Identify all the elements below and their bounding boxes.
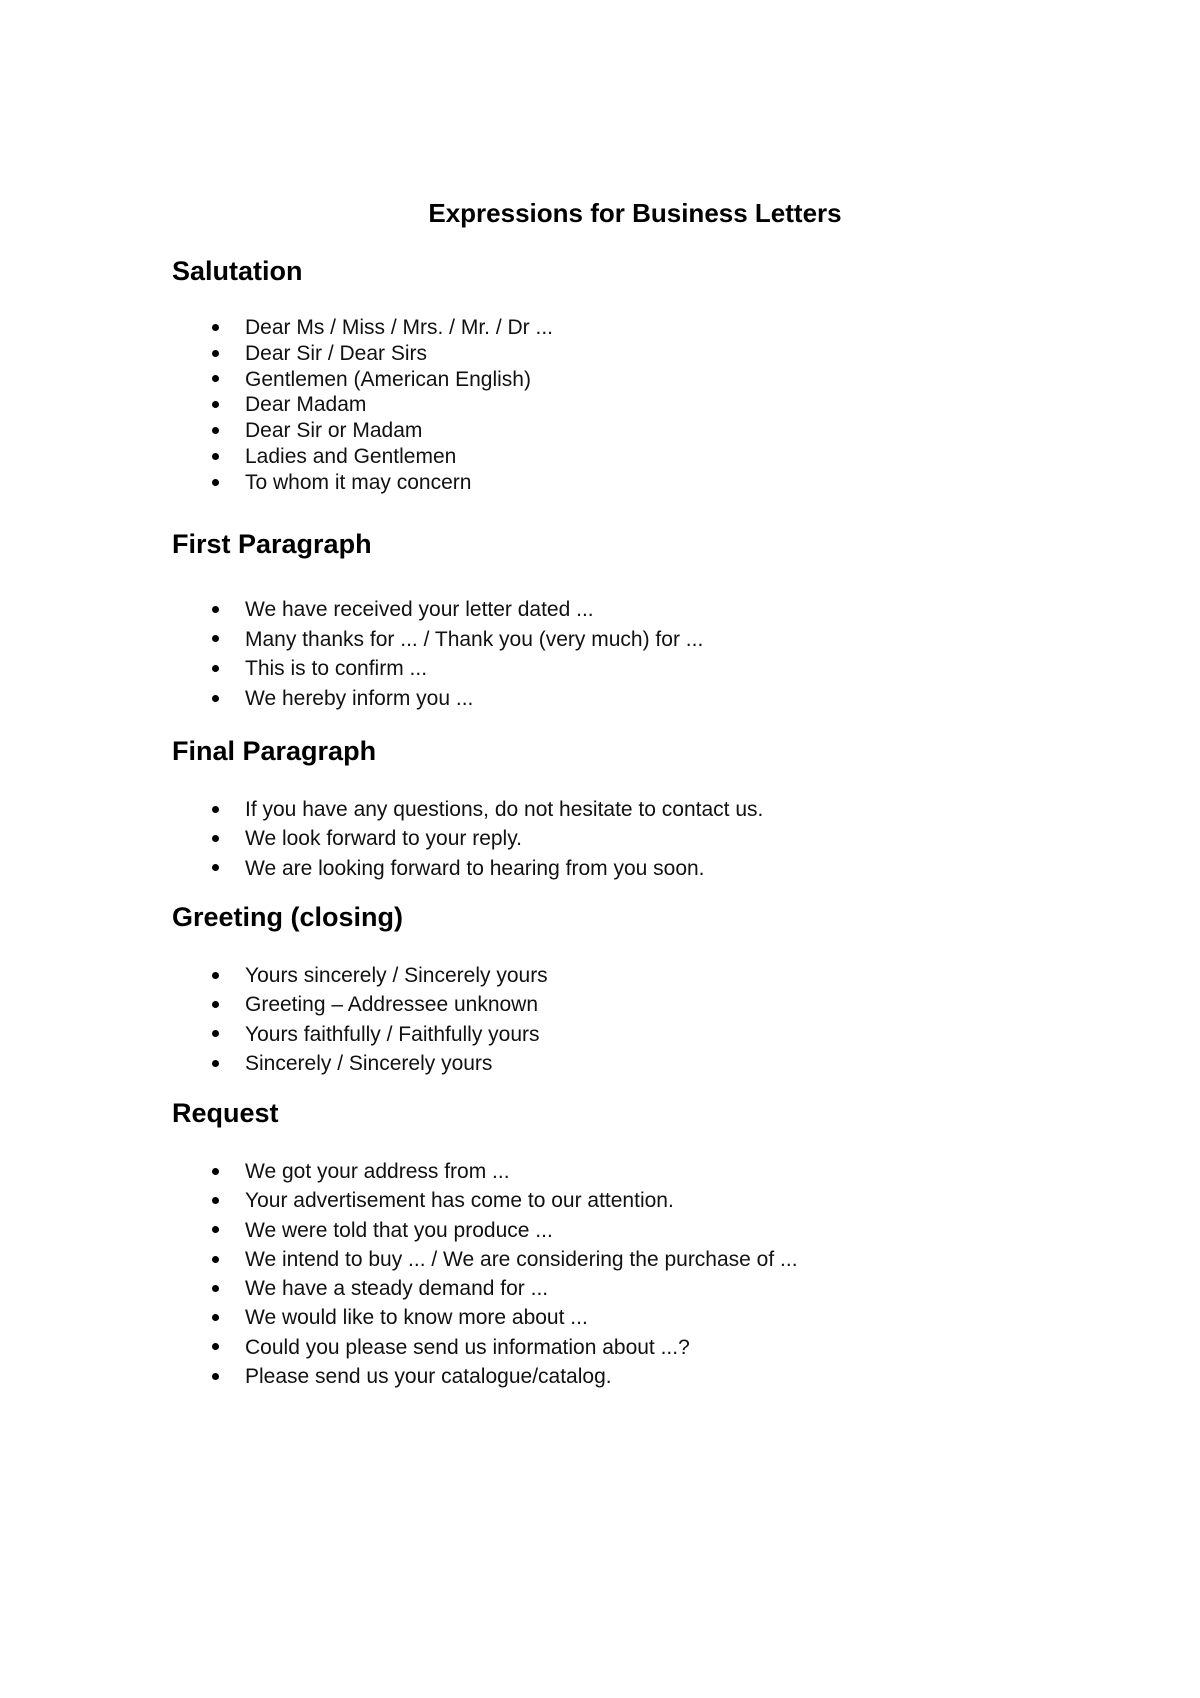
document-title: Expressions for Business Letters [428,198,842,228]
bullet-icon [212,1285,219,1292]
list-item [172,654,1132,684]
list-item-text: This is to confirm ... [245,657,428,681]
list-item [172,1333,1132,1362]
bullet-icon [212,1373,219,1380]
bullet-icon [212,972,219,979]
section-salutation [172,258,1132,496]
list-item [172,824,1132,853]
bullet-list [172,795,1132,883]
bullet-list [172,961,1132,1078]
bullet-icon [212,1060,219,1067]
list-item [172,595,1132,625]
bullet-list [172,1157,1132,1391]
section-heading: Request [172,1098,279,1128]
bullet-icon [212,1168,219,1175]
bullet-list [172,315,1132,496]
list-item-text: Many thanks for ... / Thank you (very much) for ... [245,627,704,651]
list-item [172,444,1132,470]
list-item [172,418,1132,444]
list-item [172,341,1132,367]
bullet-icon [212,1314,219,1321]
list-item [172,625,1132,655]
bullet-icon [212,1030,219,1037]
list-item-text: Your advertisement has come to our attention. [245,1189,674,1213]
list-item-text: We look forward to your reply. [245,827,522,851]
bullet-icon [212,1001,219,1008]
list-item [172,367,1132,393]
list-item-text: We got your address from ... [245,1160,510,1183]
list-item-text: We hereby inform you ... [245,686,474,710]
list-item [172,854,1132,883]
list-item [172,684,1132,714]
list-item [172,1049,1132,1078]
list-item [172,1303,1132,1332]
section-greeting-closing [172,904,1132,1078]
list-item-text: We would like to know more about ... [245,1306,588,1330]
bullet-icon [212,401,219,408]
bullet-icon [212,1343,219,1350]
list-item-text: We were told that you produce ... [245,1218,553,1242]
list-item-text: Dear Madam [245,393,367,417]
bullet-icon [212,1256,219,1263]
list-item-text: Could you please send us information about ...? [245,1335,690,1359]
section-final-paragraph [172,738,1132,883]
bullet-icon [212,453,219,460]
bullet-icon [212,324,219,331]
bullet-list [172,595,1132,713]
list-item [172,795,1132,824]
bullet-icon [212,665,219,672]
bullet-icon [212,1197,219,1204]
section-heading: Final Paragraph [172,736,377,766]
list-item-text: Dear Ms / Miss / Mrs. / Mr. / Dr ... [245,316,553,339]
list-item-text: Greeting – Addressee unknown [245,993,539,1017]
list-item [172,1362,1132,1391]
list-item-text: Sincerely / Sincerely yours [245,1051,493,1075]
list-item-text: Dear Sir / Dear Sirs [245,341,428,365]
list-item [172,1274,1132,1303]
list-item-text: Ladies and Gentlemen [245,444,457,468]
bullet-icon [212,427,219,434]
bullet-icon [212,806,219,813]
bullet-icon [212,1226,219,1233]
section-heading: Greeting (closing) [172,902,404,932]
list-item-text: We intend to buy ... / We are considering the purchase of ... [245,1247,798,1271]
bullet-icon [212,350,219,357]
bullet-icon [212,835,219,842]
section-request [172,1100,1132,1391]
list-item-text: We have received your letter dated ... [245,598,594,621]
list-item [172,1157,1132,1186]
list-item-text: If you have any questions, do not hesitate to contact us. [245,798,764,821]
list-item [172,1216,1132,1245]
bullet-icon [212,864,219,871]
list-item [172,1020,1132,1049]
list-item [172,315,1132,341]
section-first-paragraph [172,531,1132,713]
list-item [172,1186,1132,1215]
list-item [172,470,1132,496]
list-item [172,1245,1132,1274]
list-item-text: We have a steady demand for ... [245,1277,549,1301]
section-heading: First Paragraph [172,529,372,559]
list-item-text: We are looking forward to hearing from you soon. [245,856,705,880]
bullet-icon [212,375,219,382]
section-heading: Salutation [172,256,303,286]
bullet-icon [212,635,219,642]
list-item-text: To whom it may concern [245,470,472,494]
bullet-icon [212,695,219,702]
list-item-text: Yours sincerely / Sincerely yours [245,964,548,987]
list-item-text: Dear Sir or Madam [245,419,423,443]
list-item [172,392,1132,418]
list-item [172,990,1132,1019]
bullet-icon [212,606,219,613]
list-item [172,961,1132,990]
list-item-text: Please send us your catalogue/catalog. [245,1365,612,1389]
list-item-text: Gentlemen (American English) [245,367,531,391]
bullet-icon [212,479,219,486]
list-item-text: Yours faithfully / Faithfully yours [245,1022,540,1046]
